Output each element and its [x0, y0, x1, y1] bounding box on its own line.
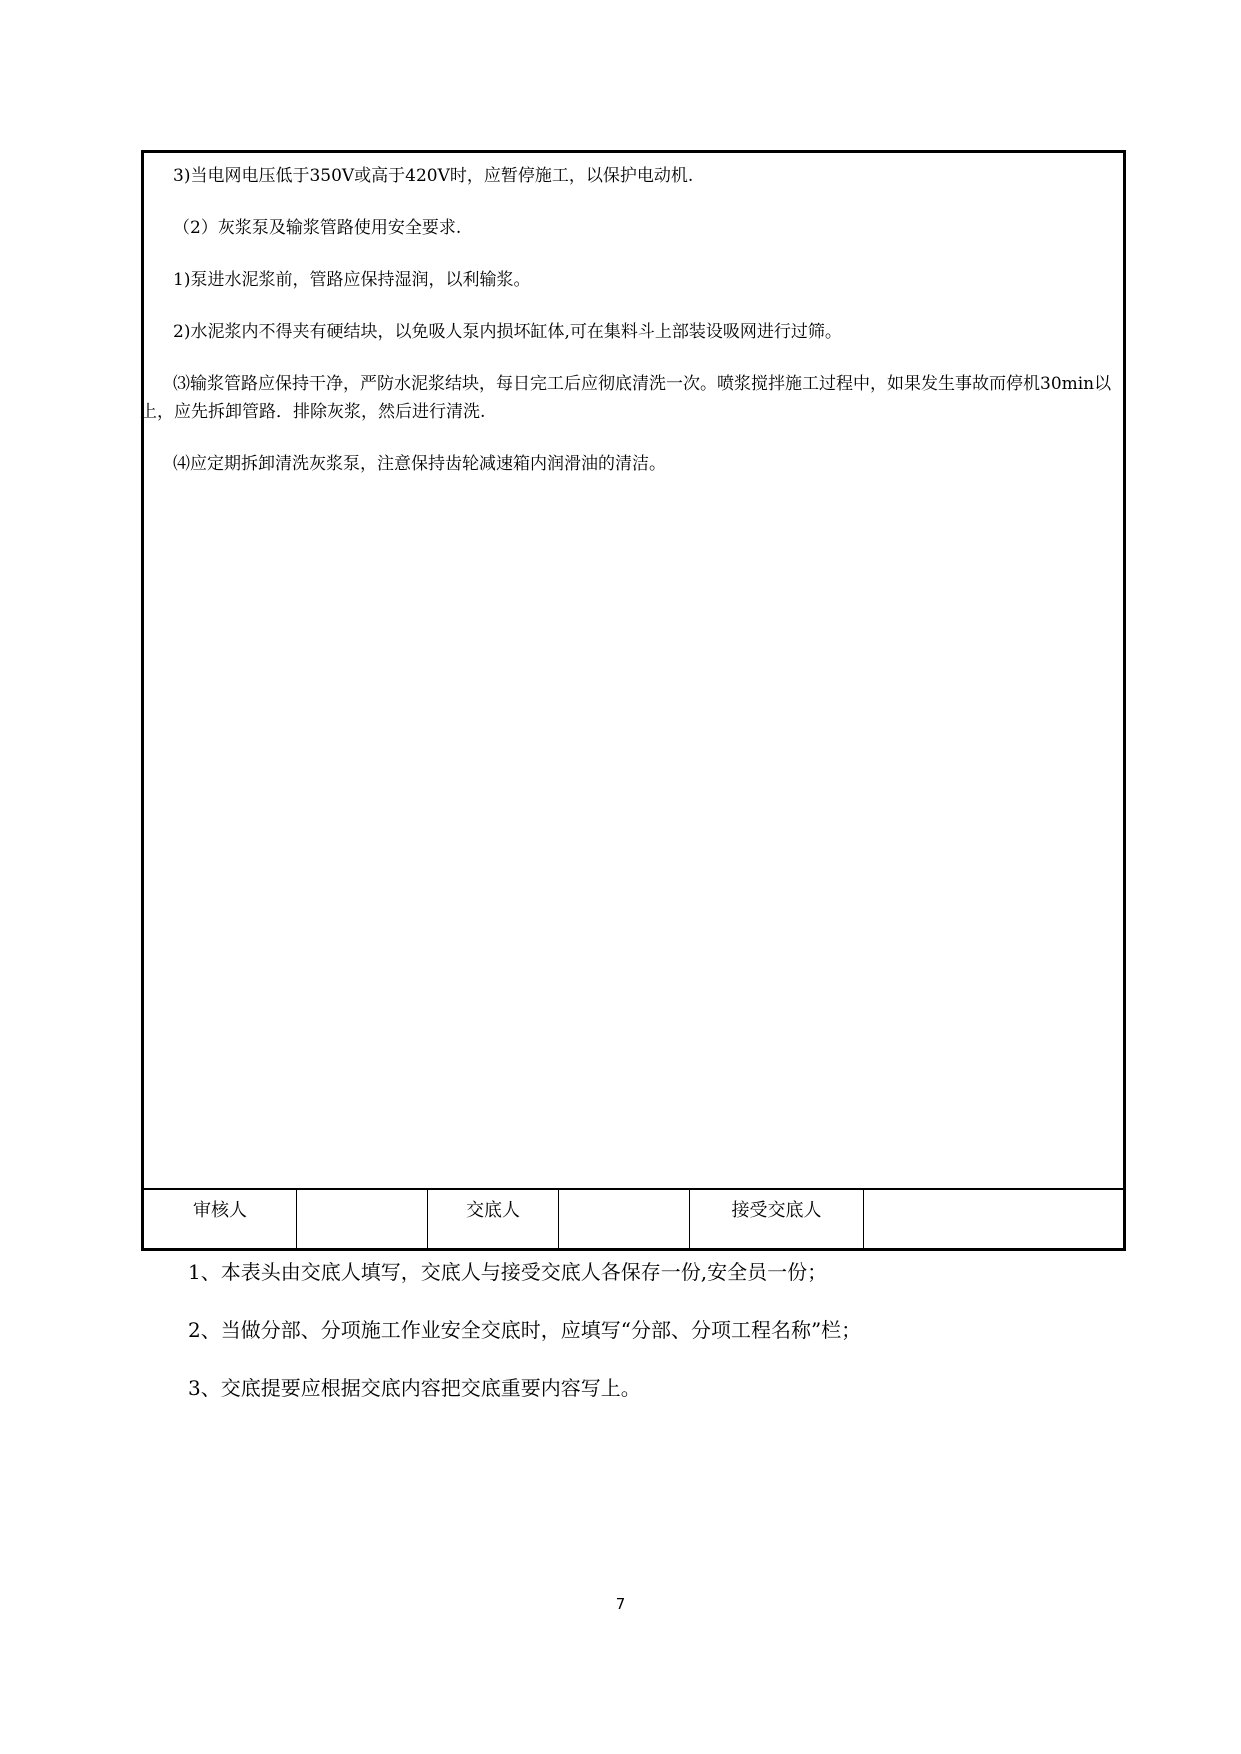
content-paragraph: ⑶输浆管路应保持干净，严防水泥浆结块，每日完工后应彻底清洗一次。喷浆搅拌施工过程中，如果发生事故而停机30min以上，应先拆卸管路．排除灰浆，然后进行清洗. — [140, 374, 1112, 422]
discloser-label: 交底人 — [428, 1190, 559, 1248]
disclosure-content — [140, 153, 1123, 1193]
form-notes — [188, 1257, 1088, 1431]
note-item: 3、交底提要应根据交底内容把交底重要内容写上。 — [188, 1376, 641, 1400]
content-paragraph: 2)水泥浆内不得夹有硬结块，以免吸人泵内损坏缸体,可在集料斗上部装设吸网进行过筛。 — [173, 322, 842, 342]
content-paragraph: （2）灰浆泵及输浆管路使用安全要求. — [173, 218, 462, 238]
note-item: 1、本表头由交底人填写，交底人与接受交底人各保存一份,安全员一份； — [188, 1260, 828, 1284]
reviewer-signature-field[interactable] — [297, 1190, 428, 1248]
content-paragraph: 1)泵进水泥浆前，管路应保持湿润，以利输浆。 — [173, 270, 531, 290]
note-item: 2、当做分部、分项施工作业安全交底时，应填写“分部、分项工程名称”栏； — [188, 1318, 862, 1342]
content-paragraph: ⑷应定期拆卸清洗灰浆泵，注意保持齿轮减速箱内润滑油的清洁。 — [173, 454, 666, 474]
page-number: 7 — [615, 1595, 626, 1613]
reviewer-label: 审核人 — [144, 1190, 297, 1248]
disclosure-form-table — [141, 150, 1126, 1251]
receiver-label: 接受交底人 — [690, 1190, 864, 1248]
content-paragraph: 3)当电网电压低于350V或高于420V时，应暂停施工，以保护电动机. — [173, 166, 694, 186]
signature-row — [144, 1188, 1123, 1248]
discloser-signature-field[interactable] — [559, 1190, 690, 1248]
receiver-signature-field[interactable] — [864, 1190, 1123, 1248]
